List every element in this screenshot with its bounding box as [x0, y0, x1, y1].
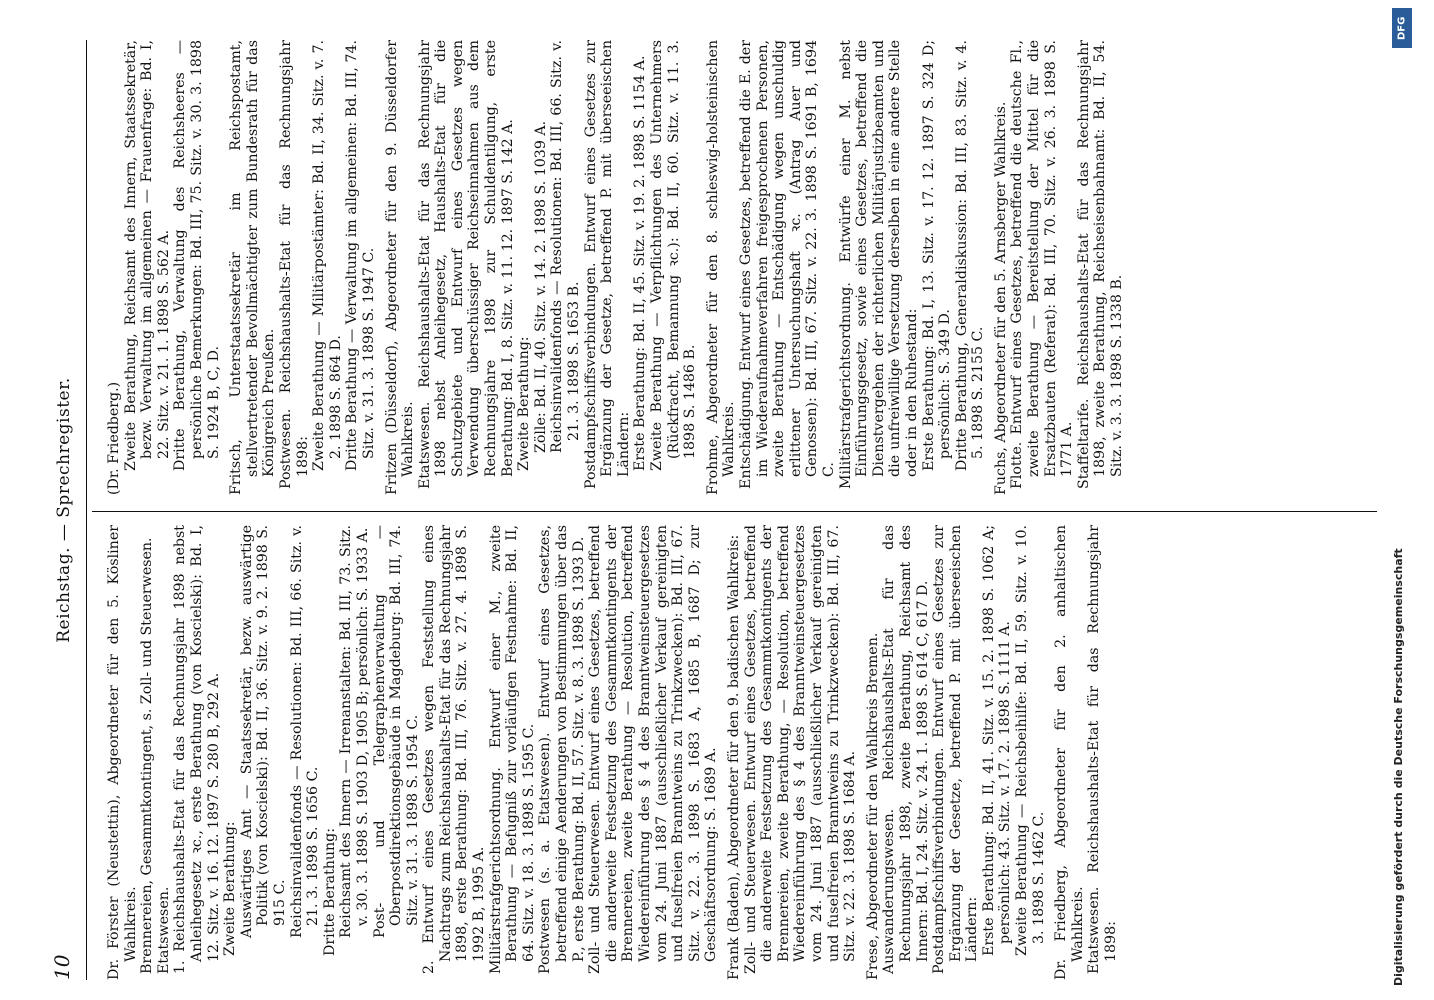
register-entry: Fritsch, Unterstaatssekretär im Reichspostamt, stellvertretender Bevollmächtigter zum Bundesrath für das Königreich Preußen. [228, 40, 278, 495]
register-subentry: Auswärtiges Amt — Staatssekretär, bezw. auswärtige Politik (von Koscielski): Bd. II, 36. Sitz. v. 9. 2. 1898 S. 915 C. [238, 525, 288, 938]
register-subentry: Etatswesen. Reichshaushalts-Etat für das Rechnungsjahr 1898: [1086, 525, 1120, 974]
register-subentry: Entschädigung. Entwurf eines Gesetzes, betreffend die E. der im Wiederaufnahmeverfahren freigesprochenen Personen, zweite Berathung — Entschädigung wegen unschuldig erlittener Untersuchungshaft ꝛc. (Antrag Auer und Genossen): Bd. III, 67. Sitz. v. 22. 3. 1898 S. 1691 B, 1694 C. [737, 40, 837, 489]
register-subentry: Postwesen (s. a. Etatswesen). Entwurf eines Gesetzes, betreffend einige Aenderungen von Bestimmungen über das P., erste Berathung: Bd. II, 57. Sitz. v. 8. 3. 1898 S. 1393 D. [537, 525, 587, 974]
page-number: 10 [50, 954, 74, 980]
register-entry: Fuchs, Abgeordneter für den 5. Arnsberger Wahlkreis. [992, 101, 1009, 495]
register-subentry: Militärstrafgerichtsordnung. Entwurf einer M., zweite Berathung — Befugniß zur vorläufigen Festnahme: Bd. II, 64. Sitz. v. 18. 3. 1898 S. 1595 C. [487, 525, 537, 974]
register-subentry: Etatswesen. Reichshaushalts-Etat für das Rechnungsjahr 1898 nebst Anleihegesetz, Haushalts-Etat für die Schutzgebiete und Entwurf eines Gesetzes wegen Verwendung überschüssiger Reichseinnahmen aus dem Rechnungsjahre 1898 zur Schuldentilgung, erste Berathung: Bd. I, 8. Sitz. v. 11. 12. 1897 S. 142 A. [416, 40, 516, 489]
register-subentry: 2. Entwurf eines Gesetzes wegen Feststellung eines Nachtrags zum Reichshaushalts-Etat für das Rechnungsjahr 1898, erste Berathung: Bd. III, 76. Sitz. v. 27. 4. 1898 S. 1992 B, 1995 A. [421, 525, 488, 974]
register-entry: Dr. Friedberg, Abgeordneter für den 2. anhaltischen Wahlkreis. [1053, 525, 1086, 980]
register-subentry: Zweite Berathung: [516, 336, 533, 471]
register-subentry: Etatswesen. [155, 886, 172, 974]
register-subentry: Flotte. Entwurf eines Gesetzes, betreffend die deutsche Fl., zweite Berathung — Bereitstellung der Mittel für die Ersatzbauten (Referat): Bd. III, 70. Sitz. v. 26. 3. 1898 S. 1771 A. [1009, 40, 1076, 489]
register-subentry: Zweite Berathung — Verpflichtungen des Unternehmers (Rückfracht, Bemannung ꝛc.): Bd. II, 60. Sitz. v. 11. 3. 1898 S. 1486 B. [649, 40, 699, 471]
register-subentry: Erste Berathung: Bd. II, 41. Sitz. v. 15. 2. 1898 S. 1062 A; persönlich: 43. Sitz. v. 17. 2. 1898 S. 1111 A. [980, 525, 1014, 956]
register-subentry: Dritte Berathung, Generaldiskussion: Bd. III, 83. Sitz. v. 4. 5. 1898 S. 2155 C. [953, 40, 987, 471]
register-subentry: 1. Reichshaushalts-Etat für das Rechnungsjahr 1898 nebst Anleihegesetz ꝛc., erste Berathung (von Koscielski): Bd. I, 12. Sitz. v. 16. 12. 1897 S. 280 B, 292 A. [172, 525, 222, 974]
register-subentry: Reichsinvalidenfonds — Resolutionen: Bd. III, 66. Sitz. v. 21. 3. 1898 S. 1656 C. [288, 525, 322, 938]
register-subentry: Zoll- und Steuerwesen. Entwurf eines Gesetzes, betreffend die anderweite Festsetzung des Gesammtkontingents der Brennereien, zweite Berathung — Resolution, betreffend Wiedereinführung des § 4 des Branntweinsteuergesetzes vom 24. Juni 1887 (ausschließlicher Verkauf gereinigten und fuselfreien Branntweins zu Trinkzwecken): Bd. III, 67. Sitz. v. 22. 3. 1898 S. 1683 A, 1685 B, 1687 D; zur Geschäftsordnung: S. 1689 A. [587, 525, 720, 974]
digitization-note: Digitalisierung gefördert durch die Deutsche Forschungsgemeinschaft [1392, 548, 1405, 986]
register-subentry: Staffeltarife. Reichshaushalts-Etat für das Rechnungsjahr 1898, zweite Berathung, Reichseisenbahnamt: Bd. II, 54. Sitz. v. 3. 3. 1898 S. 1338 B. [1075, 40, 1126, 489]
running-head [48, 40, 82, 980]
register-subentry: Zweite Berathung — Militärpostämter: Bd. II, 34. Sitz. v. 7. 2. 1898 S. 864 D. [311, 40, 344, 471]
register-subentry: Brennereien, Gesammtkontingent, s. Zoll- und Steuerwesen. [139, 537, 156, 974]
register-entry: Frank (Baden), Abgeordneter für den 9. badischen Wahlkreis: [725, 534, 742, 980]
register-subentry: Postdampfschiffsverbindungen. Entwurf eines Gesetzes zur Ergänzung der Gesetze, betreffend P. mit überseeischen Ländern: [582, 40, 632, 489]
register-entry: Dr. Förster (Neustettin), Abgeordneter für den 5. Kösliner Wahlkreis. [106, 525, 139, 980]
register-subentry: Zweite Berathung, Reichsamt des Innern, Staatssekretär, bezw. Verwaltung im allgemeinen — Frauenfrage: Bd. I, 22. Sitz. v. 21. 1. 1898 S. 562 A. [122, 40, 172, 471]
register-entry: Frohme, Abgeordneter für den 8. schleswig-holsteinischen Wahlkreis. [704, 40, 738, 495]
register-subentry: Zweite Berathung: [222, 821, 239, 956]
register-entry: Frese, Abgeordneter für den Wahlkreis Bremen. [864, 632, 881, 980]
register-subentry: Dritte Berathung — Verwaltung im allgemeinen: Bd. III, 74. Sitz. v. 31. 3. 1898 S. 1947 C. [344, 40, 377, 471]
register-subentry: Post- und Telegraphenverwaltung — Oberpostdirektionsgebäude in Magdeburg: Bd. III, 74. Sitz. v. 31. 3. 1898 S. 1954 C. [371, 525, 421, 938]
register-subentry: Dritte Berathung, Verwaltung des Reichsheeres — persönliche Bemerkungen: Bd. III, 75. Sitz. v. 30. 3. 1898 S. 1924 B, C, D. [172, 40, 222, 471]
column-divider [92, 511, 1377, 512]
register-subentry: Erste Berathung: Bd. I, 13. Sitz. v. 17. 12. 1897 S. 324 D; persönlich: S. 349 D. [920, 40, 954, 471]
register-subentry: Militärstrafgerichtsordnung. Entwürfe einer M. nebst Einführungsgesetz, sowie eines Gesetzes, betreffend die Dienstvergehen der richterlichen Militärjustizbeamten und die unfreiwillige Versetzung derselben in eine andere Stelle oder in den Ruhestand: [837, 40, 920, 489]
register-subentry: Postwesen. Reichshaushalts-Etat für das Rechnungsjahr 1898: [277, 40, 311, 489]
right-column [100, 40, 1126, 495]
left-column [100, 525, 1120, 980]
register-subentry: Dritte Berathung: [321, 827, 338, 956]
register-entry: (Dr. Friedberg.) [106, 381, 122, 495]
rotated-sheet [42, 0, 1392, 1000]
dfg-logo: DFG [1392, 8, 1412, 48]
register-entry: Fritzen (Düsseldorf), Abgeordneter für den 9. Düsseldorfer Wahlkreis. [383, 40, 417, 495]
register-subentry: Zölle: Bd. II, 40. Sitz. v. 14. 2. 1898 S. 1039 A. [532, 120, 549, 453]
register-subentry: Auswanderungswesen. Reichshaushalts-Etat für das Rechnungsjahr 1898, zweite Berathung, Reichsamt des Innern: Bd. I, 24. Sitz. v. 24. 1. 1898 S. 614 C, 617 D. [881, 525, 931, 974]
digitization-mark [1392, 8, 1420, 998]
register-subentry: Zweite Berathung — Reichsbeihilfe: Bd. II, 59. Sitz. v. 10. 3. 1898 S. 1462 C. [1014, 525, 1047, 956]
header-rule [86, 40, 87, 980]
register-subentry: Erste Berathung: Bd. II, 45. Sitz. v. 19. 2. 1898 S. 1154 A. [632, 55, 649, 471]
register-subentry: Reichsamt des Innern — Irrenanstalten: Bd. III, 73. Sitz. v. 30. 3. 1898 S. 1903 D, 1905 B; persönlich: S. 1933 A. [338, 525, 371, 938]
register-subentry: Zoll- und Steuerwesen. Entwurf eines Gesetzes, betreffend die anderweite Festsetzung des Gesammtkontingents der Brennereien, zweite Berathung, — Resolution, betreffend Wiedereinführung des § 4 des Branntweinsteuergesetzes vom 24. Juni 1887 (ausschließlicher Verkauf gereinigten und fuselfreien Branntweins zu Trinkzwecken): Bd. III, 67. Sitz. v. 22. 3. 1898 S. 1684 A. [742, 525, 859, 974]
page-title: Reichstag. — Sprechregister. [54, 377, 74, 643]
register-subentry: Reichsinvalidenfonds — Resolutionen: Bd. III, 66. Sitz. v. 21. 3. 1898 S. 1653 B. [549, 40, 583, 453]
register-subentry: Postdampfschiffsverbindungen. Entwurf eines Gesetzes zur Ergänzung der Gesetze, betreffend P. mit überseeischen Ländern: [931, 525, 981, 974]
